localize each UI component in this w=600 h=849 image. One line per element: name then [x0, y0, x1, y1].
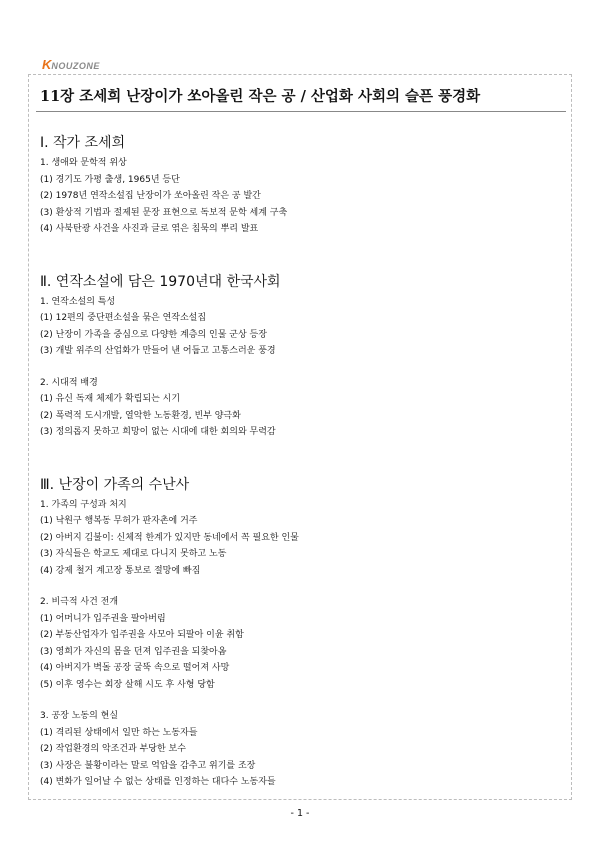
knouzone-logo: [42, 57, 100, 71]
list-item: (2) 난장이 가족을 중심으로 다양한 계층의 인물 군상 등장: [40, 329, 267, 340]
sub-heading: 3. 공장 노동의 현실: [40, 711, 119, 721]
section-author: [36, 133, 566, 238]
list-item: (4) 변화가 일어날 수 없는 상태를 인정하는 대다수 노동자들: [40, 777, 276, 787]
sub-heading: 1. 생애와 문학적 위상: [40, 158, 127, 168]
list-item: (2) 아버지 김불이: 신체적 한계가 있지만 동네에서 꼭 필요한 인물: [40, 532, 299, 543]
list-item: (4) 사북탄광 사건을 사진과 글로 엮은 침묵의 뿌리 발표: [40, 224, 259, 234]
document-title: 11장 조세희 난장이가 쏘아올린 작은 공 / 산업화 사회의 슬픈 풍경화: [40, 88, 481, 105]
title-divider: [36, 111, 566, 112]
list-item: (2) 1978년 연작소설집 난장이가 쏘아올린 작은 공 발간: [40, 191, 261, 201]
list-item: (3) 사장은 불황이라는 말로 억압을 감추고 위기를 조장: [40, 760, 256, 771]
list-item: (1) 낙원구 행복동 무허가 판자촌에 거주: [40, 516, 198, 526]
section-family-suffering: [36, 475, 566, 791]
list-item: (4) 아버지가 벽돌 공장 굴뚝 속으로 떨어져 사망: [40, 663, 230, 673]
list-item: (3) 영희가 자신의 몸을 던져 입주권을 되찾아옴: [40, 646, 227, 657]
document-body: [36, 86, 566, 791]
sub-heading: 2. 시대적 배경: [40, 377, 98, 388]
sub-heading: 1. 가족의 구성과 처지: [40, 499, 127, 510]
list-item: (4) 강제 철거 계고장 통보로 절망에 빠짐: [40, 565, 201, 576]
list-item: (1) 어머니가 입주권을 팔아버림: [40, 613, 166, 624]
section-heading: Ⅲ. 난장이 가족의 수난사: [40, 476, 190, 493]
list-item: (3) 자식들은 학교도 제대로 다니지 못하고 노동: [40, 549, 227, 559]
list-item: (3) 개발 위주의 산업화가 만들어 낸 어둡고 고통스러운 풍경: [40, 346, 276, 356]
section-novel-society: [36, 272, 566, 441]
list-item: (2) 부동산업자가 입주권을 사모아 되팔아 이윤 취함: [40, 630, 244, 640]
logo-k-letter: K: [42, 57, 52, 72]
page-number: - 1 -: [290, 808, 310, 819]
list-item: (1) 12편의 중단편소설을 묶은 연작소설집: [40, 313, 207, 323]
list-item: (2) 작업환경의 악조건과 부당한 보수: [40, 744, 186, 754]
list-item: (1) 격리된 상태에서 일만 하는 노동자들: [40, 727, 198, 738]
sub-heading: 1. 연작소설의 특성: [40, 296, 116, 307]
list-item: (1) 경기도 가평 출생, 1965년 등단: [40, 174, 180, 185]
list-item: (5) 이후 영수는 회장 살해 시도 후 사형 당함: [40, 679, 215, 690]
sub-heading: 2. 비극적 사건 전개: [40, 597, 119, 607]
list-item: (3) 환상적 기법과 절제된 문장 표현으로 독보적 문학 세계 구축: [40, 207, 288, 218]
logo-wordmark: NOUZONE: [51, 61, 100, 71]
list-item: (2) 폭력적 도시개발, 열악한 노동환경, 빈부 양극화: [40, 410, 241, 421]
section-heading: Ⅰ. 작가 조세희: [40, 135, 126, 151]
list-item: (1) 유신 독재 체제가 확립되는 시기: [40, 394, 181, 404]
list-item: (3) 정의롭지 못하고 희망이 없는 시대에 대한 회의와 무력감: [40, 427, 276, 437]
section-heading: Ⅱ. 연작소설에 담은 1970년대 한국사회: [40, 273, 281, 290]
